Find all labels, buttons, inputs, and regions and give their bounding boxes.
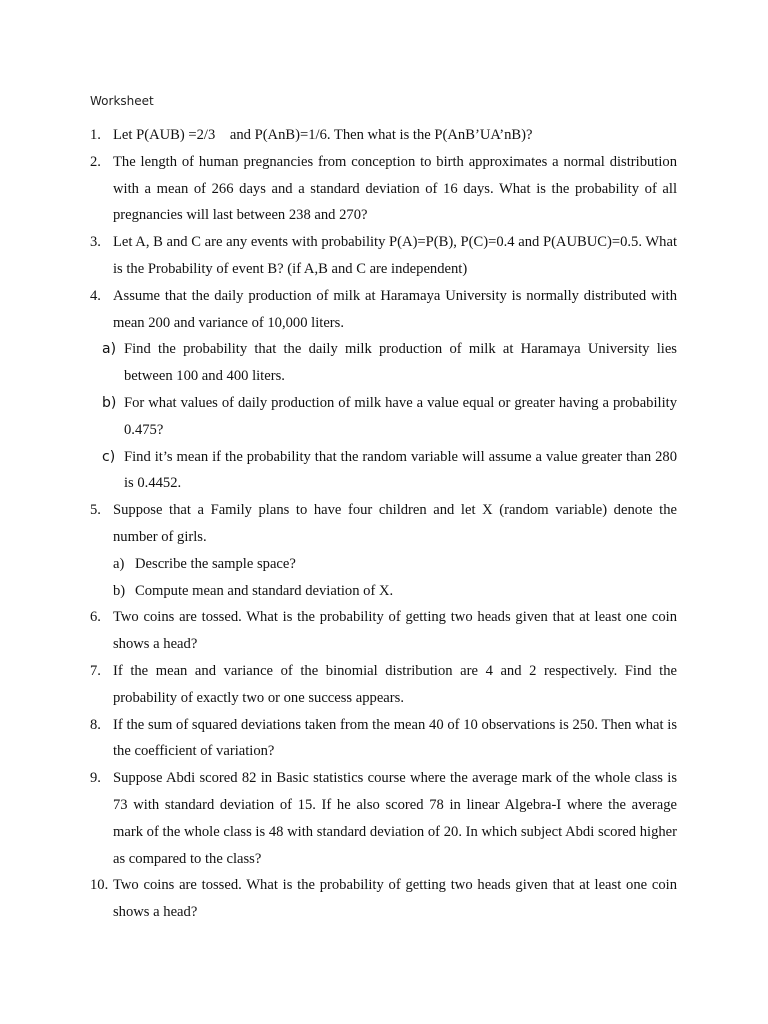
question-number: 10. — [90, 877, 109, 894]
question-text: If the sum of squared deviations taken from the mean 40 of 10 observations is 250. Then what is the coefficient of variation? — [113, 716, 677, 760]
sub-question-text: Compute mean and standard deviation of X. — [135, 582, 394, 599]
question-number: 1. — [90, 127, 101, 143]
question-4-sub-b — [90, 390, 677, 444]
question-text: Let P(AUB) =2/3 and P(AnB)=1/6. Then what is the P(AnB’UA’nB)? — [113, 127, 533, 143]
sub-question-label: a) — [113, 555, 125, 572]
sub-question-text: Find it’s mean if the probability that the random variable will assume a value greater than 280 is 0.4452. — [124, 448, 677, 492]
question-8 — [90, 712, 677, 766]
question-4 — [90, 283, 677, 337]
question-text: Two coins are tossed. What is the probability of getting two heads given that at least one coin shows a head? — [113, 609, 677, 653]
question-4-sub-c — [90, 444, 677, 498]
question-number: 7. — [90, 662, 101, 679]
sub-question-label: b) — [102, 394, 117, 411]
sub-question-label: b) — [113, 582, 126, 599]
question-text: Suppose Abdi scored 82 in Basic statistics course where the average mark of the whole class is 73 with standard deviation of 15. If he also scored 78 in linear Algebra-I where the average mark of the whole class is 48 with standard deviation of 20. In which subject Abdi scored higher as compared to the class? — [113, 770, 677, 867]
question-text: If the mean and variance of the binomial distribution are 4 and 2 respectively. Find the probability of exactly two or one success appears. — [113, 662, 677, 706]
sub-question-label: c) — [102, 448, 116, 465]
question-7 — [90, 658, 677, 712]
question-10 — [90, 872, 677, 926]
question-number: 4. — [90, 287, 101, 304]
question-text: Assume that the daily production of milk at Haramaya University is normally distributed with mean 200 and variance of 10,000 liters. — [113, 287, 677, 331]
question-1 — [90, 122, 677, 149]
question-number: 3. — [90, 234, 101, 251]
question-5-sub-b — [90, 578, 677, 605]
question-3 — [90, 229, 677, 283]
question-2 — [90, 149, 677, 229]
page-heading: Worksheet — [90, 94, 154, 108]
question-number: 5. — [90, 502, 101, 519]
sub-question-text: Describe the sample space? — [135, 555, 296, 572]
sub-question-text: Find the probability that the daily milk production of milk at Haramaya University lies between 100 and 400 liters. — [124, 341, 677, 385]
question-list — [90, 122, 677, 926]
question-text: Two coins are tossed. What is the probability of getting two heads given that at least one coin shows a head? — [113, 877, 677, 921]
sub-question-text: For what values of daily production of milk have a value equal or greater having a probability 0.475? — [124, 394, 677, 438]
question-6 — [90, 604, 677, 658]
question-number: 9. — [90, 770, 101, 787]
question-text: Let A, B and C are any events with probability P(A)=P(B), P(C)=0.4 and P(AUBUC)=0.5. What is the Probability of event B? (if A,B and C are independent) — [113, 234, 677, 277]
sub-question-label: a) — [102, 341, 117, 358]
question-5-sub-a — [90, 551, 677, 578]
question-number: 6. — [90, 609, 101, 626]
question-number: 2. — [90, 153, 101, 170]
question-4-sub-a — [90, 336, 677, 390]
question-5 — [90, 497, 677, 551]
question-text: Suppose that a Family plans to have four children and let X (random variable) denote the number of girls. — [113, 502, 677, 545]
question-text: The length of human pregnancies from conception to birth approximates a normal distribution with a mean of 266 days and a standard deviation of 16 days. What is the probability of all pregnancies will last between 238 and 270? — [113, 153, 677, 224]
question-number: 8. — [90, 716, 101, 733]
question-9 — [90, 765, 677, 872]
